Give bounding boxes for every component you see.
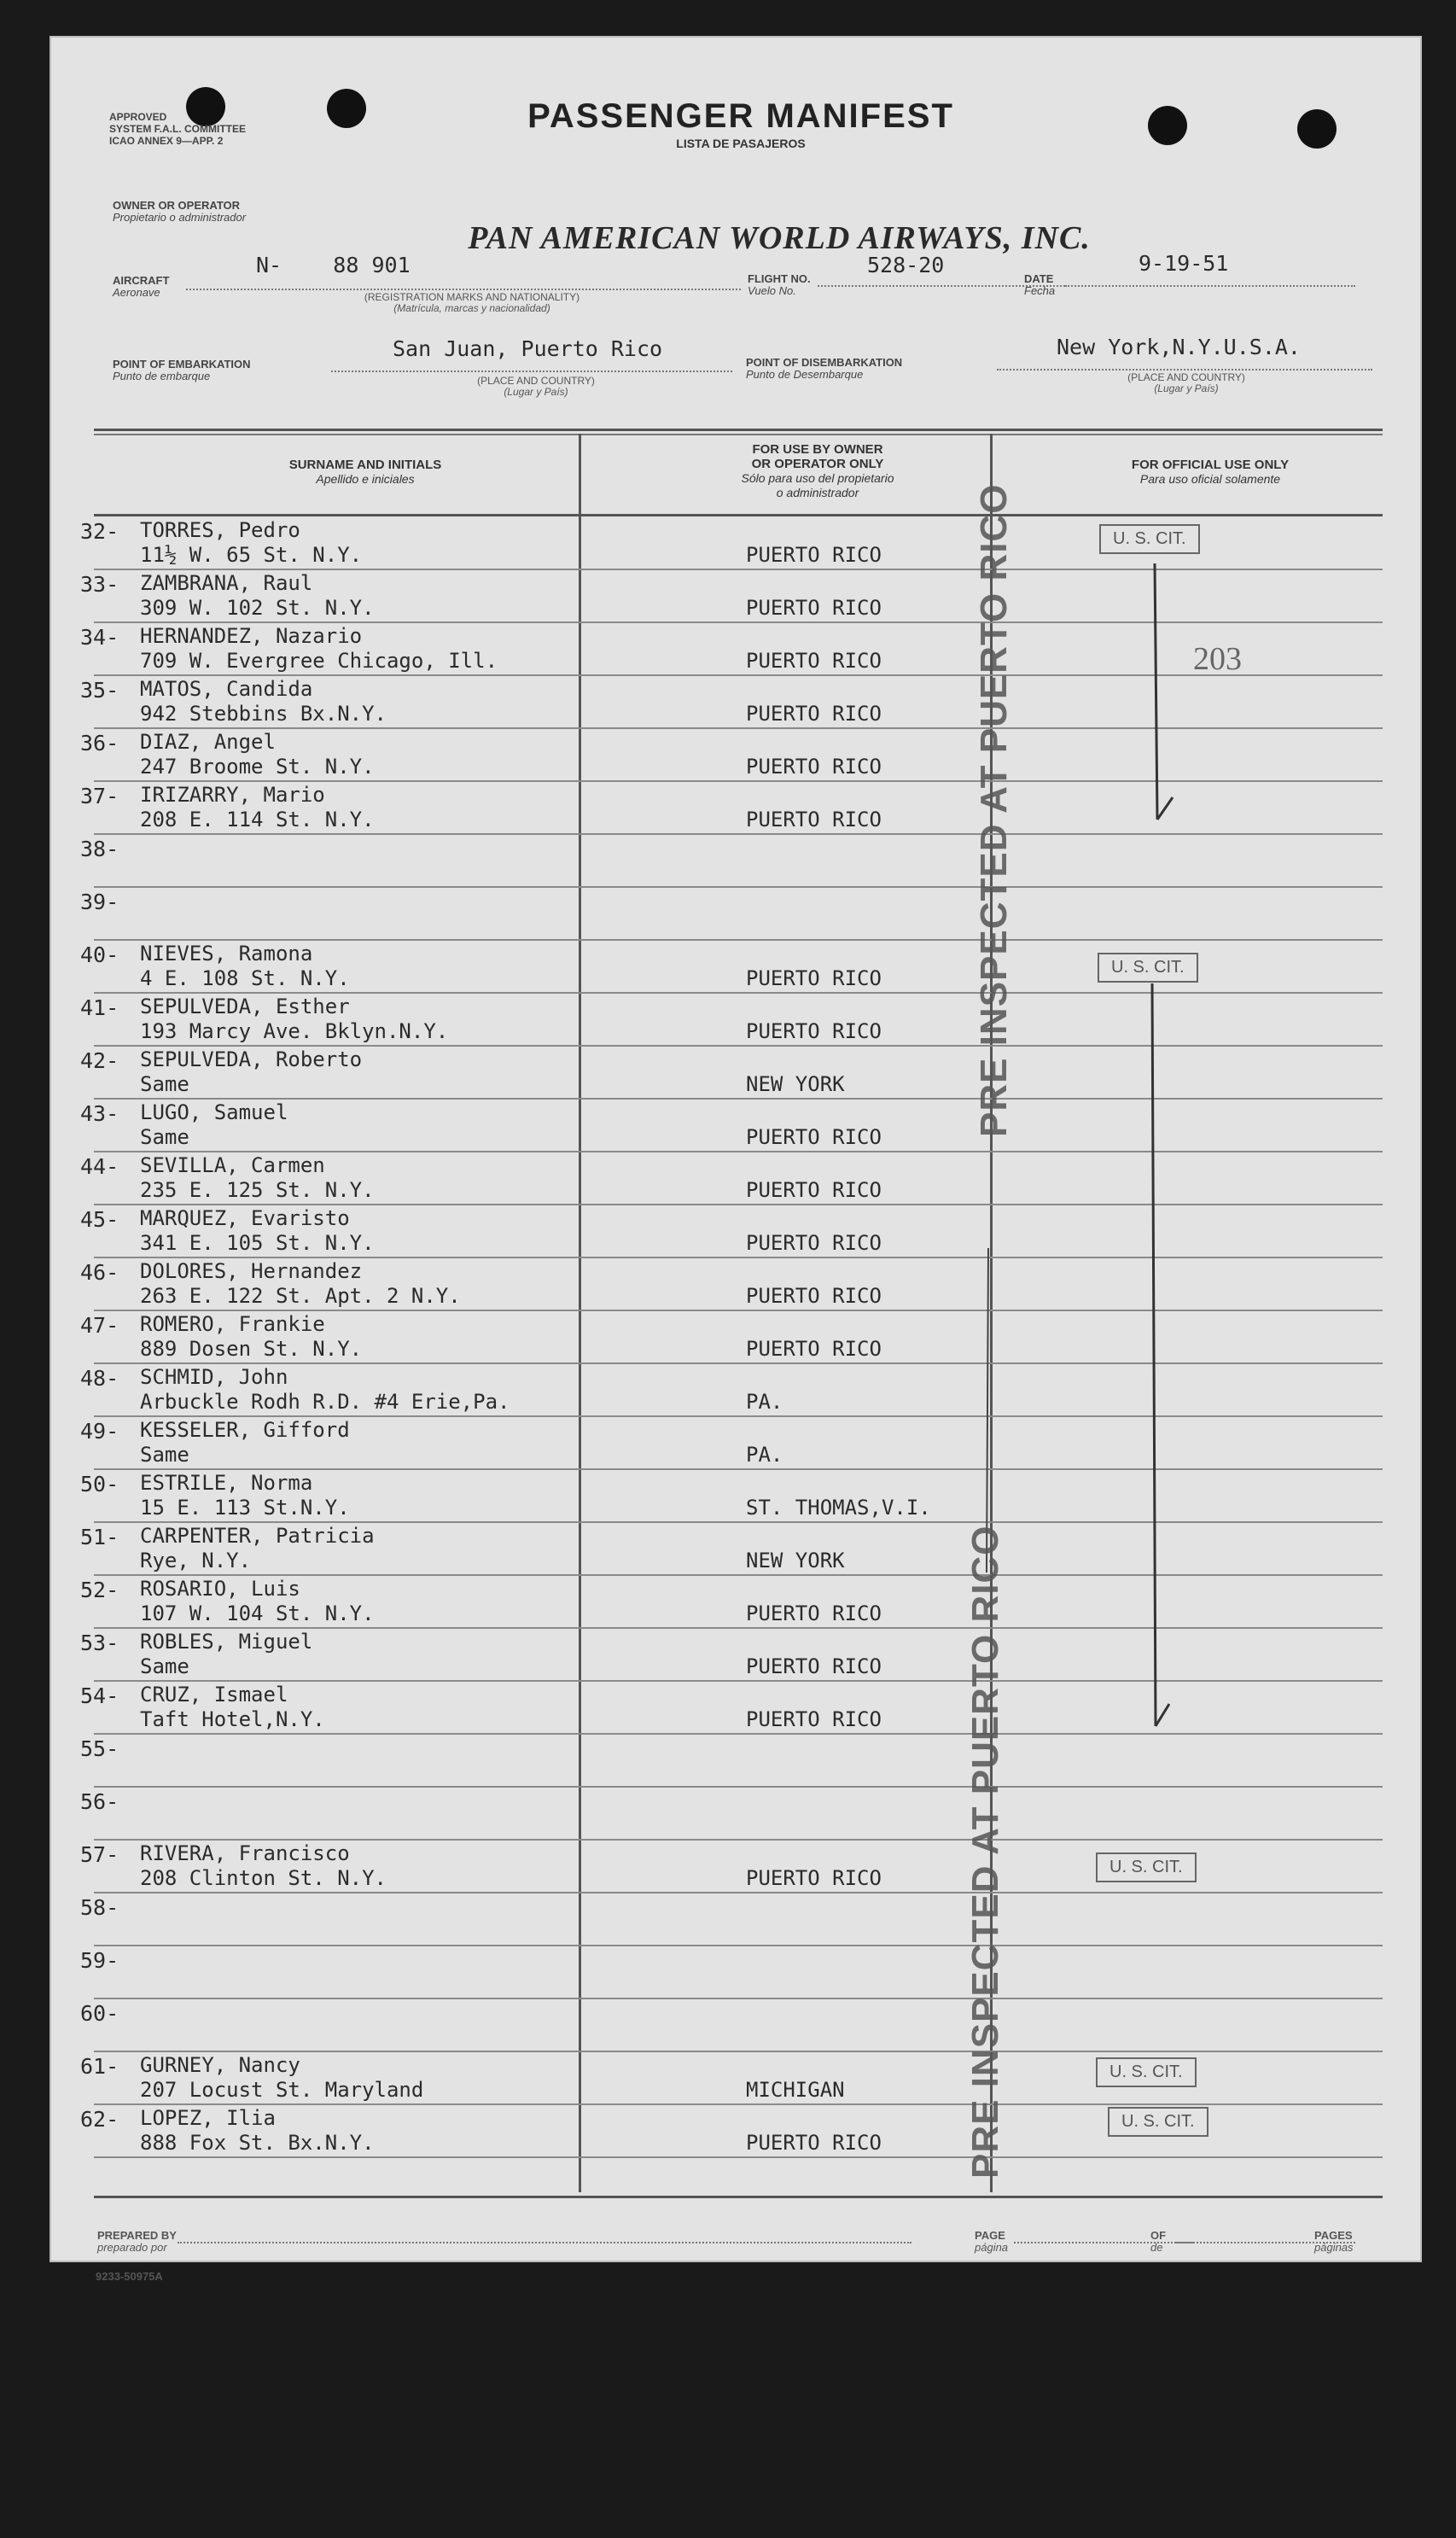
flight-value: 528-20 <box>867 253 945 277</box>
row-number: 40- <box>80 942 119 967</box>
passenger-name: HERNANDEZ, Nazario <box>140 624 363 648</box>
passenger-name: SEVILLA, Carmen <box>140 1153 325 1177</box>
passenger-name: ZAMBRANA, Raul <box>140 571 313 595</box>
passenger-destination: MICHIGAN <box>746 2078 845 2102</box>
place-note-es: (Lugar y País) <box>504 386 568 398</box>
place-note-text: (PLACE AND COUNTRY) <box>1127 371 1245 383</box>
passenger-name: LOPEZ, Ilia <box>140 2106 276 2130</box>
row-number: 35- <box>80 678 119 703</box>
us-cit-stamp: U. S. CIT. <box>1099 524 1200 554</box>
passenger-destination: PUERTO RICO <box>746 1866 882 1890</box>
disembark-label-text: POINT OF DISEMBARKATION <box>746 356 903 369</box>
aircraft-label-text: AIRCRAFT <box>113 274 170 287</box>
col-owner-es: o administrador <box>776 486 859 499</box>
row-number: 44- <box>80 1154 119 1179</box>
passenger-name: ROSARIO, Luis <box>140 1577 300 1601</box>
pages-label-text: PAGES <box>1314 2229 1353 2242</box>
date-value: 9-19-51 <box>1139 251 1229 276</box>
page-line <box>1014 2242 1193 2243</box>
passenger-destination: PUERTO RICO <box>746 1284 882 1308</box>
passenger-address: Arbuckle Rodh R.D. #4 Erie,Pa. <box>140 1390 510 1414</box>
date-label-es: Fecha <box>1024 284 1056 297</box>
col-owner-line: FOR USE BY OWNER <box>752 442 883 457</box>
aircraft-label-es: Aeronave <box>113 286 160 299</box>
col-owner-line: OR OPERATOR ONLY <box>751 457 884 471</box>
row-number: 53- <box>80 1631 119 1655</box>
row-number: 43- <box>80 1101 119 1126</box>
passenger-address: 888 Fox St. Bx.N.Y. <box>140 2131 375 2155</box>
passenger-destination: PUERTO RICO <box>746 1019 882 1043</box>
passenger-address: Same <box>140 1443 189 1467</box>
us-cit-stamp: U. S. CIT. <box>1098 953 1198 983</box>
col-owner-es: Sólo para uso del propietario <box>741 471 894 485</box>
approval-line: ICAO ANNEX 9—APP. 2 <box>109 135 224 147</box>
passenger-name: GURNEY, Nancy <box>140 2053 300 2077</box>
passenger-name: DOLORES, Hernandez <box>140 1259 363 1283</box>
passenger-name: RIVERA, Francisco <box>140 1841 350 1865</box>
pre-inspected-stamp: PRE INSPECTED AT PUERTO RICO <box>973 483 1015 1137</box>
col-name-text: SURNAME AND INITIALS <box>288 458 442 472</box>
col-official-text: FOR OFFICIAL USE ONLY <box>1131 458 1290 472</box>
passenger-destination: NEW YORK <box>746 1072 845 1096</box>
passenger-destination: PA. <box>746 1443 783 1467</box>
passenger-address: 709 W. Evergree Chicago, Ill. <box>140 649 498 673</box>
of-label <box>1150 2230 1166 2254</box>
registration-note-es: (Matrícula, marcas y nacionalidad) <box>393 302 550 314</box>
passenger-address: 309 W. 102 St. N.Y. <box>140 596 375 620</box>
passenger-destination: PUERTO RICO <box>746 543 882 567</box>
row-number: 55- <box>80 1736 119 1761</box>
passenger-name: SCHMID, John <box>140 1365 288 1389</box>
page-subtitle: LISTA DE PASAJEROS <box>676 137 806 150</box>
passenger-name: KESSELER, Gifford <box>140 1418 350 1442</box>
col-official-es: Para uso oficial solamente <box>1139 472 1281 486</box>
owner-label-es: Propietario o administrador <box>113 211 247 224</box>
passenger-name: NIEVES, Ramona <box>140 942 313 966</box>
disembark-value: New York,N.Y.U.S.A. <box>1057 335 1301 359</box>
of-label-es: de <box>1150 2241 1163 2254</box>
passenger-destination: PUERTO RICO <box>746 755 882 779</box>
manifest-sheet <box>50 36 1422 2283</box>
passenger-address: 208 E. 114 St. N.Y. <box>140 808 375 831</box>
passenger-address: Taft Hotel,N.Y. <box>140 1707 325 1731</box>
form-number: 9233-50975A <box>96 2270 163 2283</box>
prepared-by-line <box>178 2242 911 2243</box>
row-number: 54- <box>80 1683 119 1708</box>
passenger-name: ESTRILE, Norma <box>140 1471 313 1495</box>
passenger-destination: PA. <box>746 1390 783 1414</box>
pages-label-es: páginas <box>1314 2241 1354 2254</box>
us-cit-stamp: U. S. CIT. <box>1096 1852 1197 1882</box>
pages-label <box>1314 2230 1354 2254</box>
row-number: 36- <box>80 731 119 756</box>
row-number: 32- <box>80 519 119 544</box>
passenger-destination: PUERTO RICO <box>746 1707 882 1731</box>
row-number: 38- <box>80 837 119 861</box>
passenger-address: Rye, N.Y. <box>140 1549 252 1572</box>
passenger-address: 15 E. 113 St.N.Y. <box>140 1496 350 1520</box>
passenger-address: 341 E. 105 St. N.Y. <box>140 1231 375 1255</box>
passenger-destination: PUERTO RICO <box>746 2131 882 2155</box>
table-bottom-rule <box>94 2196 1383 2198</box>
passenger-address: 4 E. 108 St. N.Y. <box>140 966 350 990</box>
passenger-address: 889 Dosen St. N.Y. <box>140 1337 363 1361</box>
page-label-es: página <box>975 2241 1009 2254</box>
col-name-es: Apellido e iniciales <box>316 472 415 486</box>
place-note-text: (PLACE AND COUNTRY) <box>477 375 595 387</box>
flight-label-es: Vuelo No. <box>748 284 796 297</box>
passenger-destination: PUERTO RICO <box>746 702 882 726</box>
row-number: 49- <box>80 1419 119 1444</box>
passenger-destination: PUERTO RICO <box>746 1231 882 1255</box>
row-number: 51- <box>80 1525 119 1549</box>
passenger-name: LUGO, Samuel <box>140 1100 288 1124</box>
row-number: 61- <box>80 2054 119 2079</box>
passenger-name: CRUZ, Ismael <box>140 1683 288 1707</box>
row-number: 34- <box>80 625 119 650</box>
passenger-destination: PUERTO RICO <box>746 1125 882 1149</box>
passenger-destination: NEW YORK <box>746 1549 845 1572</box>
passenger-name: ROMERO, Frankie <box>140 1312 325 1336</box>
row-number: 57- <box>80 1842 119 1867</box>
of-label-text: OF <box>1150 2229 1167 2242</box>
passenger-destination: PUERTO RICO <box>746 1337 882 1361</box>
passenger-address: 207 Locust St. Maryland <box>140 2078 424 2102</box>
bracket-arrow <box>1155 563 1173 820</box>
bracket-arrow <box>1152 983 1169 1726</box>
passenger-address: Same <box>140 1125 189 1149</box>
passenger-address: 11½ W. 65 St. N.Y. <box>140 543 363 567</box>
embark-label-es: Punto de embarque <box>113 370 211 382</box>
passenger-destination: PUERTO RICO <box>746 1654 882 1678</box>
passenger-address: 107 W. 104 St. N.Y. <box>140 1602 375 1625</box>
place-note-es: (Lugar y País) <box>1154 382 1219 394</box>
passenger-destination: PUERTO RICO <box>746 596 882 620</box>
approval-line: SYSTEM F.A.L. COMMITTEE <box>109 123 247 135</box>
row-number: 33- <box>80 572 119 597</box>
row-number: 59- <box>80 1948 119 1973</box>
bracket-arrows <box>50 36 1422 2262</box>
passenger-destination: PUERTO RICO <box>746 1178 882 1202</box>
passenger-name: MARQUEZ, Evaristo <box>140 1206 350 1230</box>
passenger-name: CARPENTER, Patricia <box>140 1524 375 1548</box>
row-number: 46- <box>80 1260 119 1285</box>
passenger-address: 247 Broome St. N.Y. <box>140 755 375 779</box>
flight-label-text: FLIGHT NO. <box>748 272 811 285</box>
row-number: 50- <box>80 1472 119 1497</box>
row-number: 45- <box>80 1207 119 1232</box>
passenger-destination: PUERTO RICO <box>746 649 882 673</box>
airline-name: PAN AMERICAN WORLD AIRWAYS, INC. <box>468 220 1091 256</box>
passenger-name: SEPULVEDA, Esther <box>140 995 350 1018</box>
passenger-address: 193 Marcy Ave. Bklyn.N.Y. <box>140 1019 449 1043</box>
row-number: 58- <box>80 1895 119 1920</box>
prepared-by-es: preparado por <box>97 2241 167 2254</box>
embark-value: San Juan, Puerto Rico <box>393 336 663 361</box>
disembark-label-es: Punto de Desembarque <box>746 368 864 381</box>
row-number: 62- <box>80 2107 119 2132</box>
us-cit-stamp: U. S. CIT. <box>1096 2057 1197 2087</box>
row-number: 37- <box>80 784 119 808</box>
passenger-name: TORRES, Pedro <box>140 518 300 542</box>
row-number: 42- <box>80 1048 119 1073</box>
row-number: 39- <box>80 890 119 914</box>
page-label <box>975 2230 1008 2254</box>
passenger-destination: PUERTO RICO <box>746 966 882 990</box>
pre-inspected-stamp: PRE INSPECTED AT PUERTO RICO <box>964 1525 1006 2179</box>
passenger-name: MATOS, Candida <box>140 677 313 701</box>
registration-note-text: (REGISTRATION MARKS AND NATIONALITY) <box>364 291 580 303</box>
passenger-name: IRIZARRY, Mario <box>140 783 325 807</box>
row-number: 52- <box>80 1578 119 1602</box>
page-title: PASSENGER MANIFEST <box>527 97 954 135</box>
row-number: 60- <box>80 2001 119 2026</box>
us-cit-stamp: U. S. CIT. <box>1108 2107 1208 2137</box>
passenger-destination: PUERTO RICO <box>746 1602 882 1625</box>
prepared-by-text: PREPARED BY <box>97 2229 177 2242</box>
date-label-text: DATE <box>1024 272 1054 285</box>
page-label-text: PAGE <box>975 2229 1005 2242</box>
passenger-destination: PUERTO RICO <box>746 808 882 831</box>
passenger-address: 263 E. 122 St. Apt. 2 N.Y. <box>140 1284 461 1308</box>
row-number: 48- <box>80 1366 119 1391</box>
row-number: 47- <box>80 1313 119 1338</box>
passenger-name: SEPULVEDA, Roberto <box>140 1047 363 1071</box>
bracket-arrow <box>987 1248 988 1572</box>
owner-label-text: OWNER OR OPERATOR <box>113 199 241 212</box>
passenger-address: 942 Stebbins Bx.N.Y. <box>140 702 387 726</box>
embark-label-text: POINT OF EMBARKATION <box>113 358 251 370</box>
passenger-count-mark: 203 <box>1193 641 1242 677</box>
prepared-by-label <box>97 2230 177 2254</box>
passenger-address: Same <box>140 1654 189 1678</box>
row-number: 41- <box>80 995 119 1020</box>
passenger-address: 208 Clinton St. N.Y. <box>140 1866 387 1890</box>
approval-line: APPROVED <box>109 111 167 123</box>
aircraft-value: N- 88 901 <box>256 253 411 277</box>
passenger-name: DIAZ, Angel <box>140 730 276 754</box>
row-number: 56- <box>80 1789 119 1814</box>
passenger-address: 235 E. 125 St. N.Y. <box>140 1178 375 1202</box>
passenger-name: ROBLES, Miguel <box>140 1630 313 1654</box>
passenger-destination: ST. THOMAS,V.I. <box>746 1496 931 1520</box>
passenger-address: Same <box>140 1072 189 1096</box>
